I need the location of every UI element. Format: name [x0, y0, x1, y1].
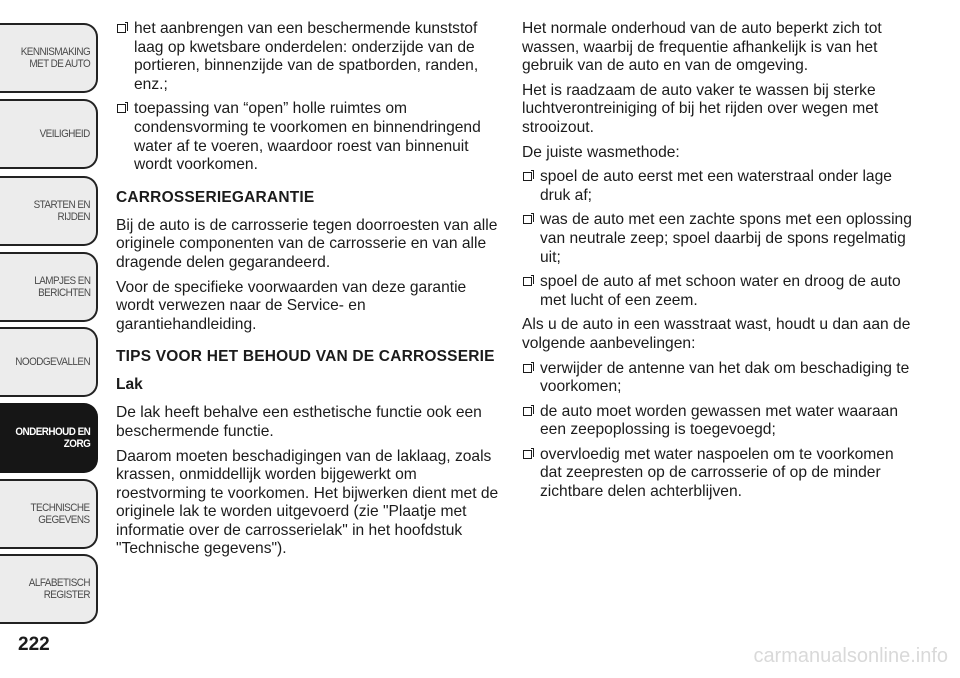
tab-label: LAMPJES EN BERICHTEN [33, 275, 90, 299]
tab-label: ALFABETISCH REGISTER [28, 577, 90, 601]
list-item [522, 211, 917, 267]
list-item-text: was de auto met een zachte spons met een oplossing van neutrale zeep; spoel daarbij de spons regelmatig uit; [540, 211, 912, 266]
list-item [522, 360, 917, 397]
tab-alfabetisch-register[interactable] [0, 554, 98, 624]
section-heading: CARROSSERIEGARANTIE [116, 188, 315, 206]
list-item [116, 100, 501, 174]
tab-label: NOODGEVALLEN [15, 356, 90, 368]
tab-lampjes-en-berichten[interactable] [0, 252, 98, 322]
list-item-text: spoel de auto af met schoon water en droog de auto met lucht of een zeem. [540, 273, 901, 309]
list-item-text: het aanbrengen van een beschermende kunststof laag op kwetsbare onderdelen: onderzijde van de portieren, binnenzijde van de spatborden, randen, enz.; [134, 20, 479, 93]
list-item-text: spoel de auto eerst met een waterstraal onder lage druk af; [540, 168, 892, 204]
tab-label: ONDERHOUD EN ZORG [15, 426, 90, 450]
watermark: carmanualsonline.info [753, 645, 948, 667]
paragraph: Het normale onderhoud van de auto beperkt zich tot wassen, waarbij de frequentie afhankelijk is van het gebruik van de auto en van de omgeving. [522, 20, 882, 75]
list-item-text: verwijder de antenne van het dak om beschadiging te voorkomen; [540, 359, 910, 396]
list-item-text: overvloedig met water naspoelen om te voorkomen dat zeepresten op de carrosserie of op de minder zichtbare delen achterblijven. [540, 445, 894, 501]
list-item [522, 273, 917, 310]
left-column [116, 20, 501, 565]
paragraph: Voor de specifieke voorwaarden van deze garantie wordt verwezen naar de Service- en garantiehandleiding. [116, 278, 467, 333]
page-number: 222 [18, 634, 50, 655]
bullet-box-icon [523, 215, 532, 224]
subsection-heading: Lak [116, 376, 143, 394]
bullet-box-icon [523, 172, 532, 181]
tab-kennismaking[interactable] [0, 23, 98, 93]
list-item [522, 168, 917, 205]
bullet-box-icon [523, 450, 532, 459]
right-column [522, 20, 917, 508]
bullet-box-icon [523, 407, 532, 416]
tab-label: VEILIGHEID [39, 128, 90, 140]
tab-onderhoud-en-zorg[interactable] [0, 403, 98, 473]
paragraph: De juiste wasmethode: [522, 143, 680, 161]
tab-technische-gegevens[interactable] [0, 479, 98, 549]
list-item [522, 446, 917, 502]
paragraph: Bij de auto is de carrosserie tegen doorroesten van alle originele componenten van de carrosserie en van alle dragende delen gegarandeerd. [116, 216, 498, 271]
list-item [116, 20, 501, 94]
list-item-text: toepassing van “open” holle ruimtes om condensvorming te voorkomen en binnendringend water af te voeren, waardoor roest van binnenuit wordt voorkomen. [134, 100, 481, 174]
list-item [522, 403, 917, 440]
bullet-box-icon [523, 364, 532, 373]
tab-noodgevallen[interactable] [0, 327, 98, 397]
tab-label: STARTEN EN RIJDEN [33, 199, 90, 223]
list-item-text: de auto moet worden gewassen met water waaraan een zeepoplossing is toegevoegd; [540, 402, 898, 439]
paragraph: Als u de auto in een wasstraat wast, houdt u dan aan de volgende aanbevelingen: [522, 316, 911, 352]
paragraph: Daarom moeten beschadigingen van de laklaag, zoals krassen, onmiddellijk worden bijgewerkt om roestvorming te voorkomen. Het bijwerken dient met de originele lak te worden uitgevoerd (zie "Plaatje met informatie over de carrosserielak" in het hoofdstuk "Technische gegevens"). [116, 447, 499, 558]
tab-label: TECHNISCHE GEGEVENS [31, 502, 90, 526]
tab-veiligheid[interactable] [0, 99, 98, 169]
bullet-box-icon [117, 24, 126, 33]
bullet-box-icon [523, 277, 532, 286]
paragraph: De lak heeft behalve een esthetische functie ook een beschermende functie. [116, 404, 482, 440]
section-heading: TIPS VOOR HET BEHOUD VAN DE CARROSSERIE [116, 348, 495, 366]
bullet-box-icon [117, 104, 126, 113]
tab-starten-en-rijden[interactable] [0, 176, 98, 246]
tab-label: KENNISMAKING MET DE AUTO [20, 46, 90, 70]
paragraph: Het is raadzaam de auto vaker te wassen bij sterke luchtverontreiniging of bij het rijden over wegen met strooizout. [522, 81, 879, 136]
